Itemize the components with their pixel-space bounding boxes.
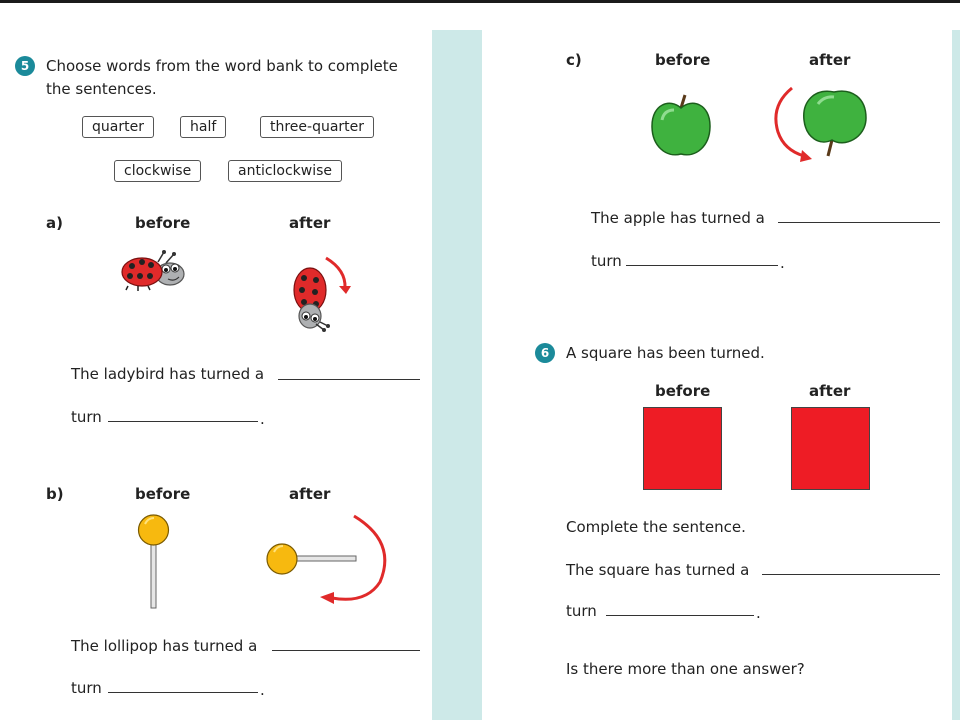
part-a-before-label: before — [135, 214, 191, 232]
square-before — [643, 407, 722, 490]
divider-strip-right — [952, 30, 960, 720]
top-border — [0, 0, 960, 3]
question-6-before-label: before — [655, 382, 711, 400]
part-c-answer-blank-2[interactable] — [626, 265, 778, 266]
question-6-badge: 6 — [535, 343, 555, 363]
lollipop-after-icon — [262, 512, 396, 606]
part-b-period: . — [260, 681, 265, 699]
word-bank-three-quarter: three-quarter — [260, 116, 374, 138]
word-bank-quarter: quarter — [82, 116, 154, 138]
question-6-instruction: Complete the sentence. — [566, 518, 746, 536]
part-a-label: a) — [46, 214, 63, 232]
part-b-sentence: The lollipop has turned a — [71, 637, 258, 655]
word-bank-anticlockwise: anticlockwise — [228, 160, 342, 182]
question-5-instruction-line2: the sentences. — [46, 80, 157, 98]
question-6-after-label: after — [809, 382, 851, 400]
part-a-turn-label: turn — [71, 408, 102, 426]
question-5-badge: 5 — [15, 56, 35, 76]
part-a-answer-blank-2[interactable] — [108, 421, 258, 422]
part-c-after-label: after — [809, 51, 851, 69]
apple-before-icon — [648, 90, 714, 160]
apple-after-icon — [770, 84, 870, 164]
lollipop-before-icon — [136, 512, 172, 612]
part-b-turn-label: turn — [71, 679, 102, 697]
word-bank-clockwise: clockwise — [114, 160, 201, 182]
part-b-before-label: before — [135, 485, 191, 503]
question-6-sentence: The square has turned a — [566, 561, 750, 579]
divider-strip-left — [432, 30, 482, 720]
part-c-period: . — [780, 254, 785, 272]
ladybird-before-icon — [118, 248, 190, 296]
part-c-label: c) — [566, 51, 582, 69]
part-a-sentence: The ladybird has turned a — [71, 365, 265, 383]
part-b-after-label: after — [289, 485, 331, 503]
question-6-question: Is there more than one answer? — [566, 660, 805, 678]
question-6-turn-label: turn — [566, 602, 597, 620]
part-a-answer-blank-1[interactable] — [278, 379, 420, 380]
ladybird-after-icon — [290, 248, 360, 336]
question-6-answer-blank-1[interactable] — [762, 574, 940, 575]
question-6-prompt: A square has been turned. — [566, 344, 765, 362]
square-after — [791, 407, 870, 490]
part-a-after-label: after — [289, 214, 331, 232]
part-a-period: . — [260, 410, 265, 428]
question-6-answer-blank-2[interactable] — [606, 615, 754, 616]
word-bank-half: half — [180, 116, 226, 138]
part-b-answer-blank-2[interactable] — [108, 692, 258, 693]
part-c-sentence: The apple has turned a — [591, 209, 765, 227]
part-c-before-label: before — [655, 51, 711, 69]
part-b-label: b) — [46, 485, 64, 503]
part-b-answer-blank-1[interactable] — [272, 650, 420, 651]
question-5-instruction-line1: Choose words from the word bank to complete — [46, 57, 398, 75]
part-c-turn-label: turn — [591, 252, 622, 270]
question-6-period: . — [756, 604, 761, 622]
part-c-answer-blank-1[interactable] — [778, 222, 940, 223]
